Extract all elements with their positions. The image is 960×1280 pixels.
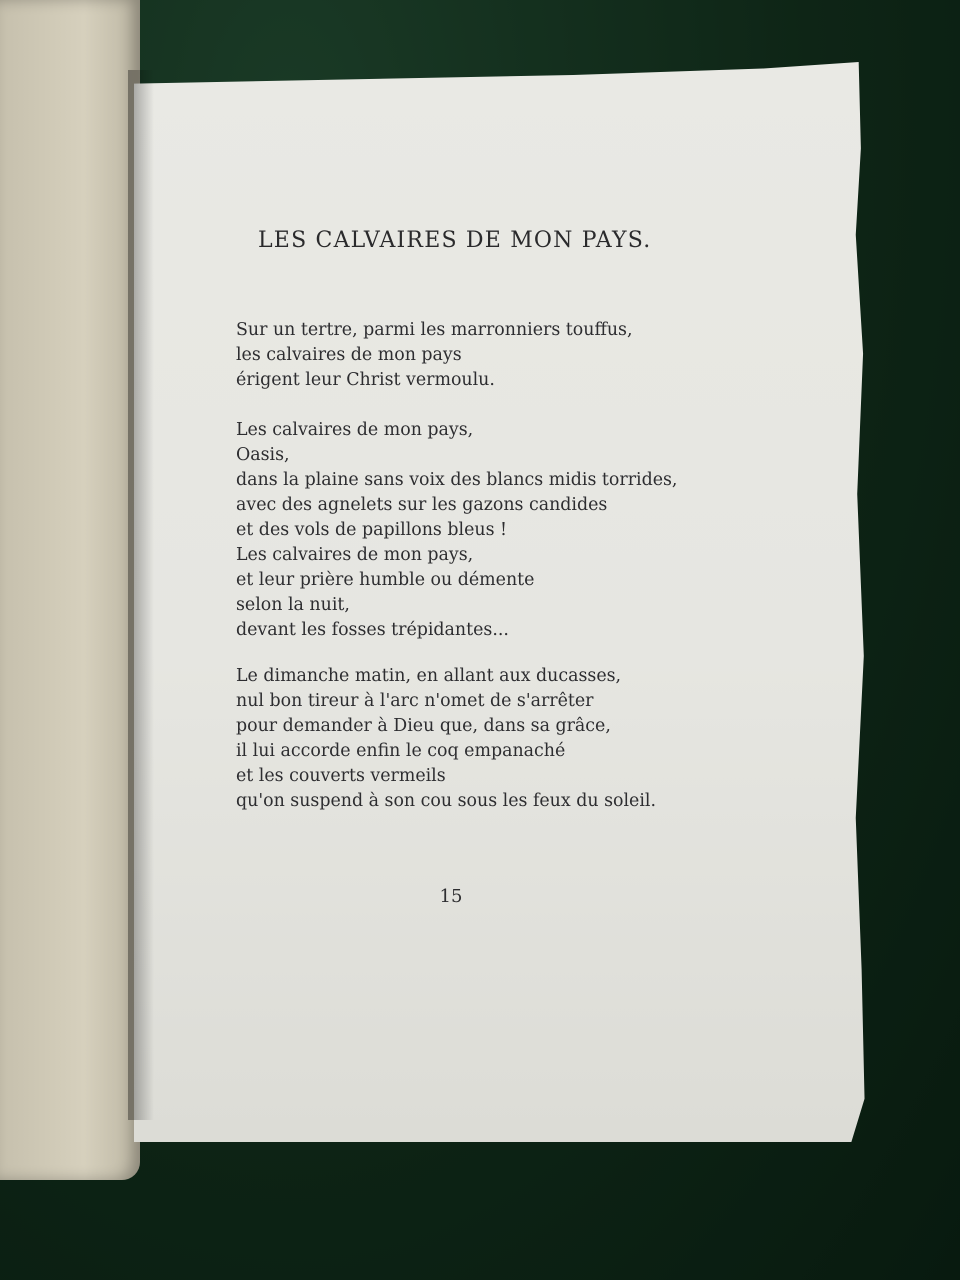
page-number: 15: [439, 886, 463, 907]
verse-line: et des vols de papillons bleus !: [236, 520, 508, 540]
verse-line: Oasis,: [236, 445, 290, 465]
verse-line: qu'on suspend à son cou sous les feux du soleil.: [236, 791, 656, 811]
verse-line: Le dimanche matin, en allant aux ducasses,: [236, 666, 622, 686]
verse-line: et leur prière humble ou démente: [236, 570, 535, 590]
verse-line: Les calvaires de mon pays,: [236, 545, 474, 565]
verse-line: Les calvaires de mon pays,: [236, 420, 474, 440]
verse-line: devant les fosses trépidantes...: [236, 620, 509, 640]
stanza-3: [236, 664, 656, 814]
verse-line: dans la plaine sans voix des blancs midis torrides,: [236, 470, 678, 490]
poem-title: LES CALVAIRES DE MON PAYS.: [258, 228, 652, 253]
verse-line: et les couverts vermeils: [236, 766, 446, 786]
verse-line: érigent leur Christ vermoulu.: [236, 370, 495, 390]
verse-line: selon la nuit,: [236, 595, 350, 615]
verse-line: avec des agnelets sur les gazons candides: [236, 495, 608, 515]
verse-line: nul bon tireur à l'arc n'omet de s'arrêter: [236, 691, 594, 711]
book-gutter: [128, 70, 154, 1120]
verse-line: les calvaires de mon pays: [236, 345, 462, 365]
verse-line: Sur un tertre, parmi les marronniers touffus,: [236, 320, 633, 340]
verse-line: pour demander à Dieu que, dans sa grâce,: [236, 716, 611, 736]
stanza-2: [236, 418, 677, 643]
stanza-1: [236, 318, 632, 393]
left-page: [0, 0, 140, 1180]
verse-line: il lui accorde enfin le coq empanaché: [236, 741, 566, 761]
